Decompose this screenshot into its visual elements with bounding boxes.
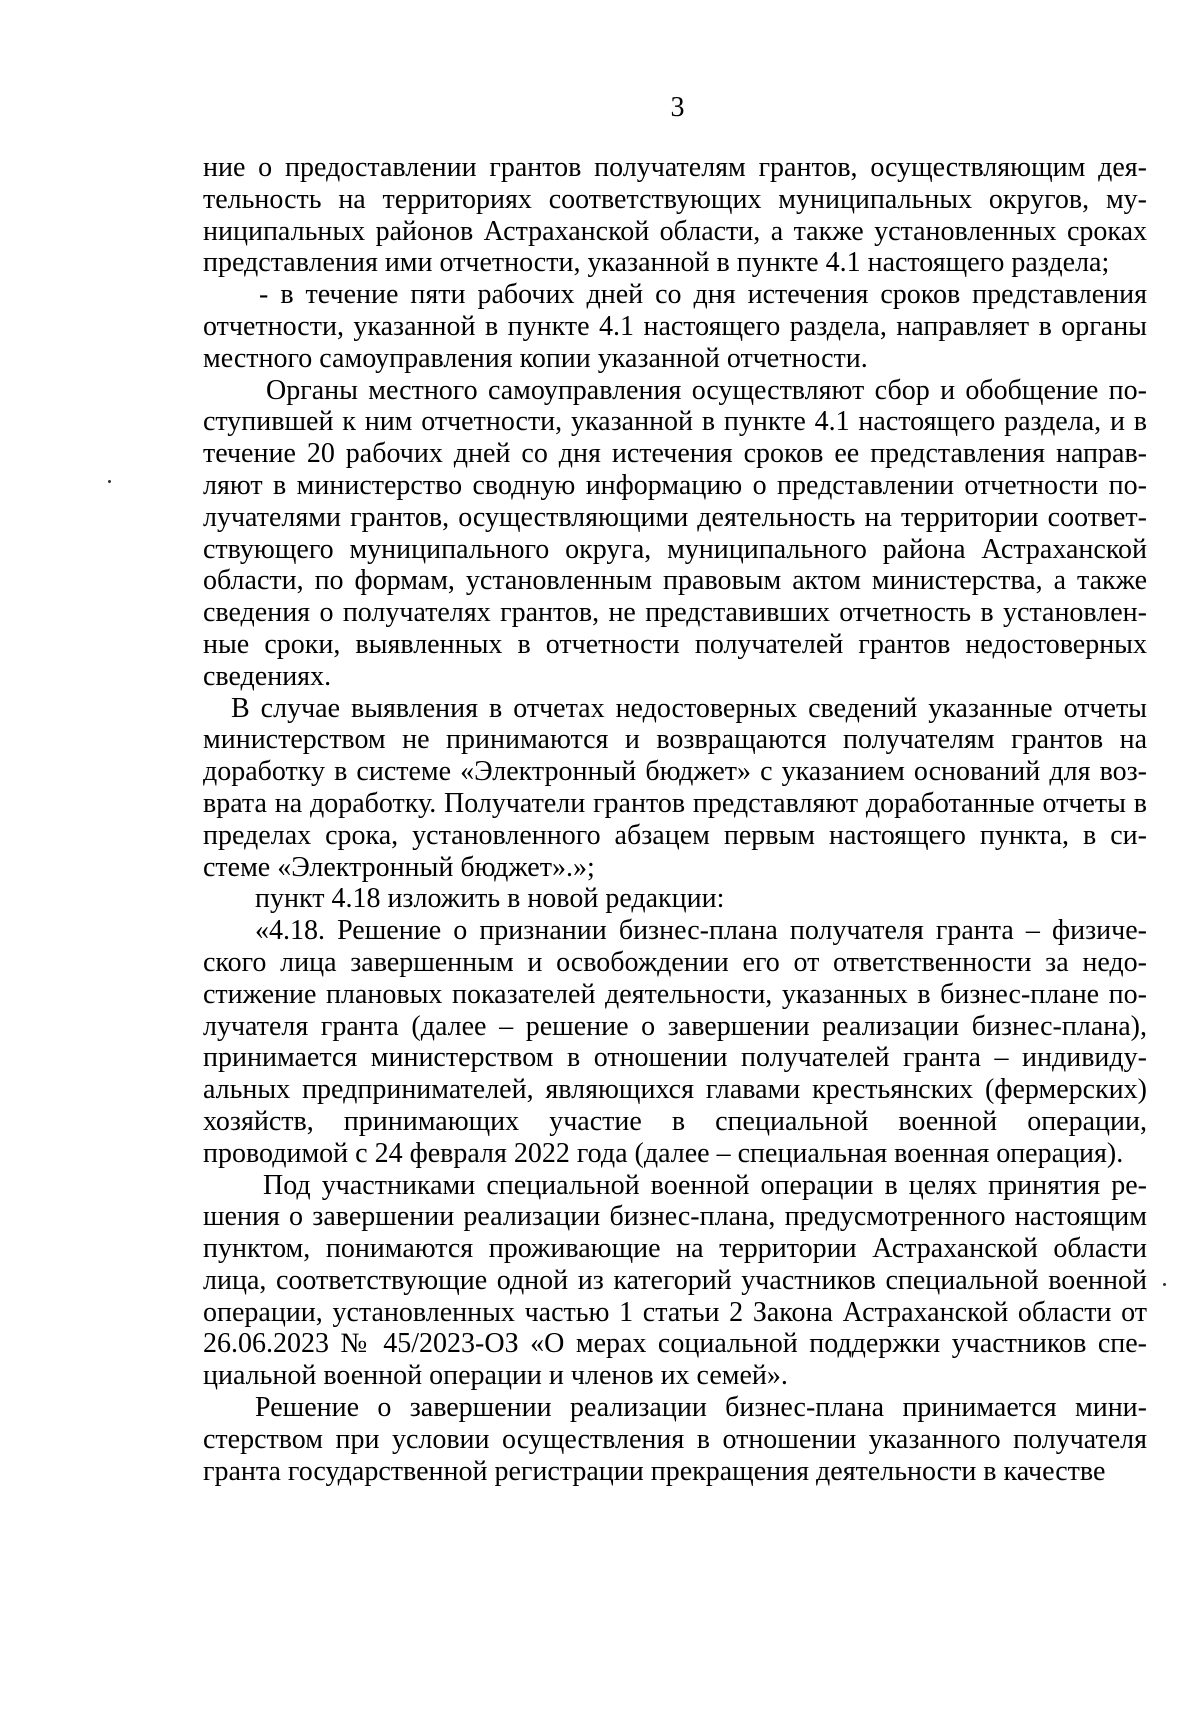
paragraph-continuation: ние о предоставлении грантов получателям грантов, осуществляющим деятельность на территориях соответствующих муниципальных округов, муниципальных районов Астраханской области, а также установленных сроках представления ими отчетности, указанной в пункте 4.1 настоящего раздела; (203, 152, 1147, 279)
paragraph-decision-condition: Решение о завершении реализации бизнес-плана принимается министерством при условии осуществления в отношении указанного получателя гранта государственной регистрации прекращения деятельности в качестве (203, 1392, 1147, 1487)
page-number: 3 (670, 92, 685, 123)
paragraph-amendment-intro: пункт 4.18 изложить в новой редакции: (255, 883, 725, 915)
paragraph-list-item: - в течение пяти рабочих дней со дня истечения сроков представления отчетности, указанной в пункте 4.1 настоящего раздела, направляет в органы местного самоуправления копии указанной отчетности. (203, 279, 1147, 374)
scan-speck (1163, 1283, 1166, 1286)
paragraph-unreliable-reports: В случае выявления в отчетах недостоверных сведений указанные отчеты министерством не принимаются и возвращаются получателям грантов на доработку в системе «Электронный бюджет» с указанием оснований для возврата на доработку. Получатели грантов представляют доработанные отчеты в пределах срока, установленного абзацем первым настоящего пункта, в системе «Электронный бюджет».»; (203, 692, 1147, 883)
scan-speck (108, 480, 111, 483)
paragraph-clause-4-18: «4.18. Решение о признании бизнес-плана получателя гранта – физического лица завершенным и освобождении его от ответственности за недостижение плановых показателей деятельности, указанных в бизнес-плане получателя гранта (далее – решение о завершении реализации бизнес-плана), принимается министерством в отношении получателей гранта – индивидуальных предпринимателей, являющихся главами крестьянских (фермерских) хозяйств, принимающих участие в специальной военной операции, проводимой с 24 февраля 2022 года (далее – специальная военная операция). (203, 915, 1147, 1169)
paragraph-local-authorities: Органы местного самоуправления осуществляют сбор и обобщение поступившей к ним отчетности, указанной в пункте 4.1 настоящего раздела, и в течение 20 рабочих дней со дня истечения сроков ее представления направляют в министерство сводную информацию о представлении отчетности получателями грантов, осуществляющими деятельность на территории соответствующего муниципального округа, муниципального района Астраханской области, по формам, установленным правовым актом министерства, а также сведения о получателях грантов, не представивших отчетность в установленные сроки, выявленных в отчетности получателей грантов недостоверных сведениях. (203, 374, 1147, 692)
document-body (203, 152, 1147, 1487)
paragraph-svo-participants: Под участниками специальной военной операции в целях принятия решения о завершении реализации бизнес-плана, предусмотренного настоящим пунктом, понимаются проживающие на территории Астраханской области лица, соответствующие одной из категорий участников специальной военной операции, установленных частью 1 статьи 2 Закона Астраханской области от 26.06.2023 № 45/2023-ОЗ «О мерах социальной поддержки участников специальной военной операции и членов их семей». (203, 1169, 1147, 1392)
